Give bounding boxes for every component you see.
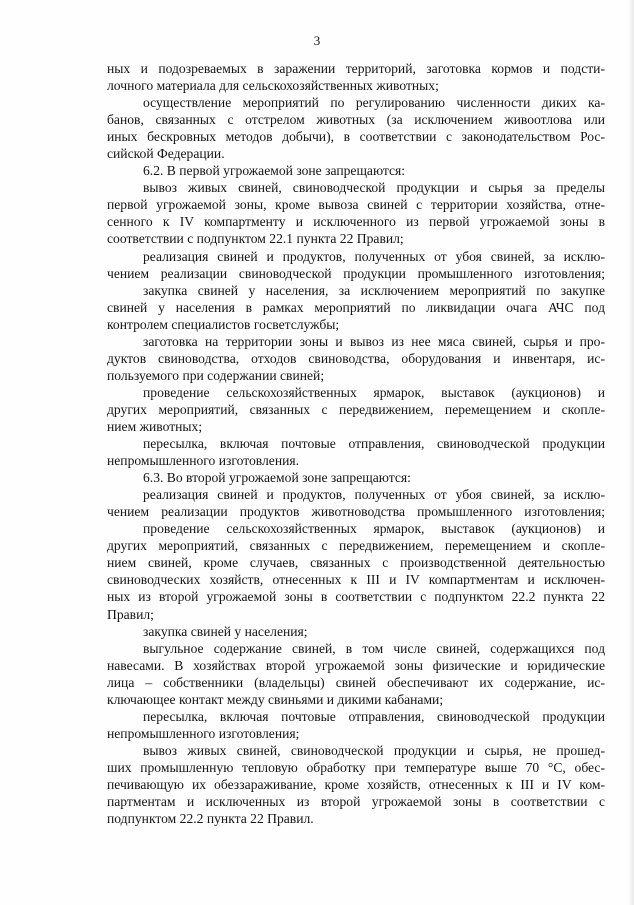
text-line: соответствии с подпунктом 22.1 пункта 22 Правил; [107,231,404,247]
text-line: реализация свиней и продуктов, полученных от убоя свиней, за исклю- [143,248,605,264]
text-line: нием свиней, кроме случаев, связанных с производственной деятельностью [107,555,605,571]
text-line: ных и подозреваемых в заражении территорий, заготовка кормов и подсти- [107,61,605,76]
text-line: сенного к IV компартменту и исключенного из первой угрожаемой зоны в [107,214,605,230]
text-line: других мероприятий, связанных с передвижением, перемещением и скопле- [107,538,605,554]
page-edge-shadow [628,0,634,905]
text-line: чением реализации продуктов животноводства промышленного изготовления; [107,504,605,520]
text-line: иных бескровных методов добычи), в соответствии с законодательством Рос- [107,129,605,145]
text-line: чением реализации свиноводческой продукции промышленного изготовления; [107,265,605,281]
text-line: проведение сельскохозяйственных ярмарок, выставок (аукционов) и [143,521,605,537]
document-text [107,60,605,827]
text-line: лочного материала для сельскохозяйственных животных; [107,78,439,94]
text-line: непромышленного изготовления. [107,453,300,469]
text-line: ных из второй угрожаемой зоны в соответствии с подпунктом 22.2 пункта 22 [107,589,605,605]
text-line: контролем специалистов госветслужбы; [107,316,340,332]
text-line: печивающую их обеззараживание, кроме хозяйств, отнесенных к III и IV ком- [107,776,605,792]
text-line: пользуемого при содержании свиней; [107,367,325,383]
text-line: навесами. В хозяйствах второй угрожаемой зоны физические и юридические [107,657,605,673]
text-line: сийской Федерации. [107,146,225,162]
text-line: закупка свиней у населения, за исключением мероприятий по закупке [143,282,605,298]
text-line: заготовка на территории зоны и вывоз из нее мяса свиней, сырья и про- [143,333,605,349]
text-line: пересылка, включая почтовые отправления, свиноводческой продукции [143,436,605,452]
text-line: осуществление мероприятий по регулированию численности диких ка- [143,95,605,111]
text-line: банов, связанных с отстрелом животных (за исключением живоотлова или [107,112,605,128]
text-line: 6.2. В первой угрожаемой зоне запрещаются: [143,163,406,179]
text-line: свиней у населения в рамках мероприятий по ликвидации очага АЧС под [107,299,605,315]
text-line: подпунктом 22.2 пункта 22 Правил. [107,811,314,827]
text-line: реализация свиней и продуктов, полученных от убоя свиней, за исклю- [143,487,605,503]
text-line: вывоз живых свиней, свиноводческой продукции и сырья, не прошед- [143,742,605,758]
text-line: дуктов свиноводства, отходов свиноводства, оборудования и инвентаря, ис- [107,350,605,366]
text-line: Правил; [107,606,154,622]
text-line: ключающее контакт между свиньями и дикими кабанами; [107,691,444,707]
text-line: свиноводческих хозяйств, отнесенных к III и IV компартментам и исключен- [107,572,605,588]
text-line: 6.3. Во второй угрожаемой зоне запрещаются: [143,470,411,486]
text-line: пересылка, включая почтовые отправления, свиноводческой продукции [143,708,605,724]
text-line: закупка свиней у населения; [143,623,308,639]
text-line: первой угрожаемой зоны, кроме вывоза свиней с территории хозяйства, отне- [107,197,605,213]
text-line: других мероприятий, связанных с передвижением, перемещением и скопле- [107,401,605,417]
text-line: партментам и исключенных из второй угрожаемой зоны в соответствии с [107,794,605,810]
page-number: 3 [313,33,321,48]
text-line: вывоз живых свиней, свиноводческой продукции и сырья за пределы [143,180,605,196]
text-line: ших промышленную тепловую обработку при температуре выше 70 °С, обес- [107,759,605,775]
text-line: лица – собственники (владельцы) свиней обеспечивают их содержание, ис- [107,674,605,690]
text-line: непромышленного изготовления; [107,725,300,741]
text-line: нием животных; [107,418,203,434]
text-line: проведение сельскохозяйственных ярмарок, выставок (аукционов) и [143,384,605,400]
text-line: выгульное содержание свиней, в том числе свиней, содержащихся под [143,640,605,656]
